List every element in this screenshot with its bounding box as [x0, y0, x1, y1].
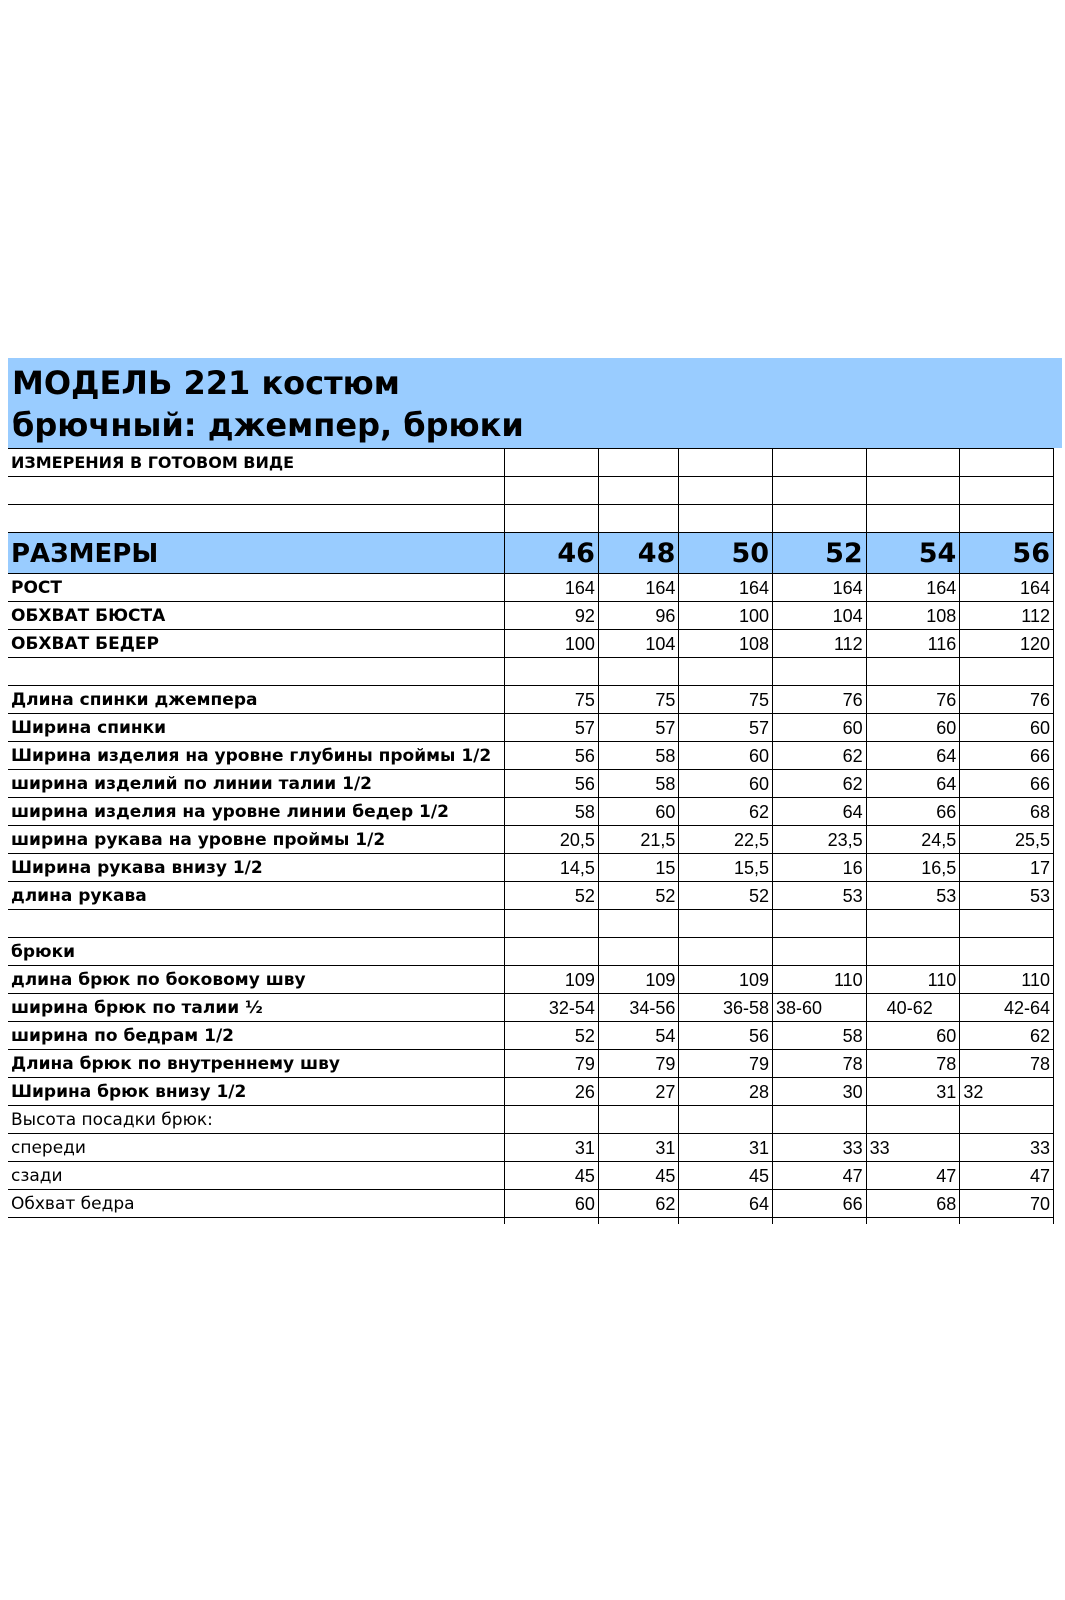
row-label: Обхват бедра: [8, 1190, 505, 1218]
row-label: ширина брюк по талии ½: [8, 994, 505, 1022]
value-cell: 120: [960, 630, 1054, 658]
table-row: [8, 1022, 1054, 1050]
table-row: [8, 1050, 1054, 1078]
value-cell: 68: [960, 798, 1054, 826]
row-label: ширина по бедрам 1/2: [8, 1022, 505, 1050]
blank-row: [8, 505, 1054, 533]
value-cell: [505, 1106, 599, 1134]
value-cell: 108: [866, 602, 960, 630]
value-cell: [773, 910, 867, 938]
row-label: ОБХВАТ БЕДЕР: [8, 630, 505, 658]
value-cell: 104: [598, 630, 678, 658]
value-cell: 110: [866, 966, 960, 994]
table-row: [8, 854, 1054, 882]
value-cell: 33: [960, 1134, 1054, 1162]
value-cell: 14,5: [505, 854, 599, 882]
table-row: [8, 630, 1054, 658]
value-cell: 36-58: [679, 994, 773, 1022]
value-cell: 47: [773, 1162, 867, 1190]
value-cell: 33: [866, 1134, 960, 1162]
title-block: [8, 358, 1062, 448]
value-cell: [679, 658, 773, 686]
header-label: ИЗМЕРЕНИЯ В ГОТОВОМ ВИДЕ: [8, 449, 505, 477]
value-cell: 112: [960, 602, 1054, 630]
table-row: [8, 574, 1054, 602]
value-cell: [960, 938, 1054, 966]
value-cell: 78: [960, 1050, 1054, 1078]
value-cell: 92: [505, 602, 599, 630]
value-cell: 31: [505, 1134, 599, 1162]
value-cell: 30: [773, 1078, 867, 1106]
value-cell: 164: [598, 574, 678, 602]
value-cell: 75: [505, 686, 599, 714]
value-cell: [598, 658, 678, 686]
table-row: [8, 770, 1054, 798]
row-label: ширина рукава на уровне проймы 1/2: [8, 826, 505, 854]
value-cell: [505, 658, 599, 686]
value-cell: 75: [598, 686, 678, 714]
table-row: [8, 602, 1054, 630]
size-cell: 46: [505, 533, 599, 574]
value-cell: 110: [773, 966, 867, 994]
value-cell: 15: [598, 854, 678, 882]
value-cell: 38-60: [773, 994, 867, 1022]
value-cell: [866, 658, 960, 686]
value-cell: 96: [598, 602, 678, 630]
value-cell: 58: [598, 742, 678, 770]
row-label: Ширина спинки: [8, 714, 505, 742]
row-label: [8, 658, 505, 686]
value-cell: [773, 938, 867, 966]
value-cell: [598, 938, 678, 966]
value-cell: 164: [773, 574, 867, 602]
table-row: [8, 1078, 1054, 1106]
value-cell: 15,5: [679, 854, 773, 882]
value-cell: 52: [679, 882, 773, 910]
value-cell: [960, 910, 1054, 938]
value-cell: 75: [679, 686, 773, 714]
value-cell: 26: [505, 1078, 599, 1106]
value-cell: 108: [679, 630, 773, 658]
value-cell: 116: [866, 630, 960, 658]
value-cell: 53: [866, 882, 960, 910]
value-cell: 28: [679, 1078, 773, 1106]
value-cell: 53: [960, 882, 1054, 910]
header-row: [8, 449, 1054, 477]
value-cell: 112: [773, 630, 867, 658]
value-cell: 109: [679, 966, 773, 994]
value-cell: [960, 1106, 1054, 1134]
value-cell: 16: [773, 854, 867, 882]
value-cell: 60: [960, 714, 1054, 742]
value-cell: 17: [960, 854, 1054, 882]
row-label: ширина изделия на уровне линии бедер 1/2: [8, 798, 505, 826]
value-cell: 45: [505, 1162, 599, 1190]
value-cell: [598, 1106, 678, 1134]
table-row: [8, 826, 1054, 854]
value-cell: 58: [505, 798, 599, 826]
table-row: [8, 658, 1054, 686]
value-cell: 64: [679, 1190, 773, 1218]
value-cell: [505, 910, 599, 938]
value-cell: 27: [598, 1078, 678, 1106]
row-label: Длина спинки джемпера: [8, 686, 505, 714]
value-cell: 64: [773, 798, 867, 826]
size-cell: 48: [598, 533, 678, 574]
table-row: [8, 798, 1054, 826]
value-cell: 79: [679, 1050, 773, 1078]
row-label: Ширина брюк внизу 1/2: [8, 1078, 505, 1106]
value-cell: 60: [866, 1022, 960, 1050]
value-cell: 42-64: [960, 994, 1054, 1022]
value-cell: 16,5: [866, 854, 960, 882]
size-cell: 52: [773, 533, 867, 574]
measurement-table: [8, 448, 1054, 1224]
value-cell: 64: [866, 770, 960, 798]
value-cell: 20,5: [505, 826, 599, 854]
value-cell: 57: [679, 714, 773, 742]
value-cell: 45: [598, 1162, 678, 1190]
value-cell: 52: [598, 882, 678, 910]
value-cell: 58: [773, 1022, 867, 1050]
value-cell: 164: [679, 574, 773, 602]
table-tail: [8, 1218, 1054, 1224]
table-row: [8, 742, 1054, 770]
value-cell: 64: [866, 742, 960, 770]
value-cell: 60: [866, 714, 960, 742]
value-cell: 62: [679, 798, 773, 826]
table-row: [8, 686, 1054, 714]
value-cell: 53: [773, 882, 867, 910]
value-cell: 62: [773, 770, 867, 798]
value-cell: 47: [960, 1162, 1054, 1190]
row-label: РОСТ: [8, 574, 505, 602]
sizes-row: [8, 533, 1054, 574]
value-cell: 52: [505, 882, 599, 910]
value-cell: 56: [505, 770, 599, 798]
value-cell: 66: [866, 798, 960, 826]
value-cell: 24,5: [866, 826, 960, 854]
row-label: ширина изделий по линии талии 1/2: [8, 770, 505, 798]
row-label: длина рукава: [8, 882, 505, 910]
value-cell: [679, 1106, 773, 1134]
value-cell: 62: [598, 1190, 678, 1218]
value-cell: 104: [773, 602, 867, 630]
row-label: брюки: [8, 938, 505, 966]
measurement-sheet: [8, 358, 1062, 1224]
value-cell: 70: [960, 1190, 1054, 1218]
value-cell: 60: [679, 742, 773, 770]
table-row: [8, 882, 1054, 910]
row-label: Высота посадки брюк:: [8, 1106, 505, 1134]
row-label: ОБХВАТ БЮСТА: [8, 602, 505, 630]
value-cell: 76: [866, 686, 960, 714]
value-cell: [866, 938, 960, 966]
row-label: [8, 910, 505, 938]
value-cell: 78: [773, 1050, 867, 1078]
value-cell: 109: [598, 966, 678, 994]
table-row: [8, 714, 1054, 742]
value-cell: 31: [866, 1078, 960, 1106]
value-cell: 31: [598, 1134, 678, 1162]
table-row: [8, 938, 1054, 966]
value-cell: [866, 910, 960, 938]
value-cell: [598, 910, 678, 938]
size-cell: 54: [866, 533, 960, 574]
size-cell: 56: [960, 533, 1054, 574]
value-cell: 56: [505, 742, 599, 770]
value-cell: 62: [773, 742, 867, 770]
value-cell: 164: [960, 574, 1054, 602]
value-cell: 66: [960, 742, 1054, 770]
value-cell: 57: [505, 714, 599, 742]
table-row: [8, 1106, 1054, 1134]
value-cell: 79: [505, 1050, 599, 1078]
size-cell: 50: [679, 533, 773, 574]
value-cell: 79: [598, 1050, 678, 1078]
value-cell: 52: [505, 1022, 599, 1050]
value-cell: [505, 938, 599, 966]
value-cell: [866, 1106, 960, 1134]
value-cell: 56: [679, 1022, 773, 1050]
value-cell: 66: [960, 770, 1054, 798]
value-cell: [960, 658, 1054, 686]
value-cell: 54: [598, 1022, 678, 1050]
value-cell: 25,5: [960, 826, 1054, 854]
blank-row: [8, 477, 1054, 505]
title-line-1: МОДЕЛЬ 221 костюм: [12, 364, 400, 402]
value-cell: 60: [773, 714, 867, 742]
table-row: [8, 966, 1054, 994]
row-label: Ширина изделия на уровне глубины проймы 1/2: [8, 742, 505, 770]
value-cell: 47: [866, 1162, 960, 1190]
table-row: [8, 994, 1054, 1022]
value-cell: 31: [679, 1134, 773, 1162]
value-cell: 33: [773, 1134, 867, 1162]
value-cell: 100: [679, 602, 773, 630]
value-cell: 22,5: [679, 826, 773, 854]
value-cell: 60: [598, 798, 678, 826]
value-cell: 60: [679, 770, 773, 798]
value-cell: 62: [960, 1022, 1054, 1050]
value-cell: [679, 910, 773, 938]
value-cell: 45: [679, 1162, 773, 1190]
value-cell: 109: [505, 966, 599, 994]
value-cell: 68: [866, 1190, 960, 1218]
row-label: спереди: [8, 1134, 505, 1162]
table-row: [8, 1134, 1054, 1162]
row-label: сзади: [8, 1162, 505, 1190]
table-row: [8, 1162, 1054, 1190]
value-cell: 76: [773, 686, 867, 714]
row-label: Длина брюк по внутреннему шву: [8, 1050, 505, 1078]
table-row: [8, 1190, 1054, 1218]
title-line-2: брючный: джемпер, брюки: [12, 406, 524, 444]
value-cell: 78: [866, 1050, 960, 1078]
value-cell: 58: [598, 770, 678, 798]
value-cell: 66: [773, 1190, 867, 1218]
value-cell: [679, 938, 773, 966]
value-cell: 164: [866, 574, 960, 602]
value-cell: 34-56: [598, 994, 678, 1022]
value-cell: 32-54: [505, 994, 599, 1022]
sizes-label: РАЗМЕРЫ: [8, 533, 505, 574]
value-cell: 40-62: [866, 994, 960, 1022]
value-cell: [773, 1106, 867, 1134]
row-label: длина брюк по боковому шву: [8, 966, 505, 994]
value-cell: 110: [960, 966, 1054, 994]
value-cell: 164: [505, 574, 599, 602]
value-cell: 21,5: [598, 826, 678, 854]
table-row: [8, 910, 1054, 938]
value-cell: 100: [505, 630, 599, 658]
value-cell: 60: [505, 1190, 599, 1218]
value-cell: 57: [598, 714, 678, 742]
value-cell: 23,5: [773, 826, 867, 854]
row-label: Ширина рукава внизу 1/2: [8, 854, 505, 882]
value-cell: 76: [960, 686, 1054, 714]
value-cell: 32: [960, 1078, 1054, 1106]
value-cell: [773, 658, 867, 686]
